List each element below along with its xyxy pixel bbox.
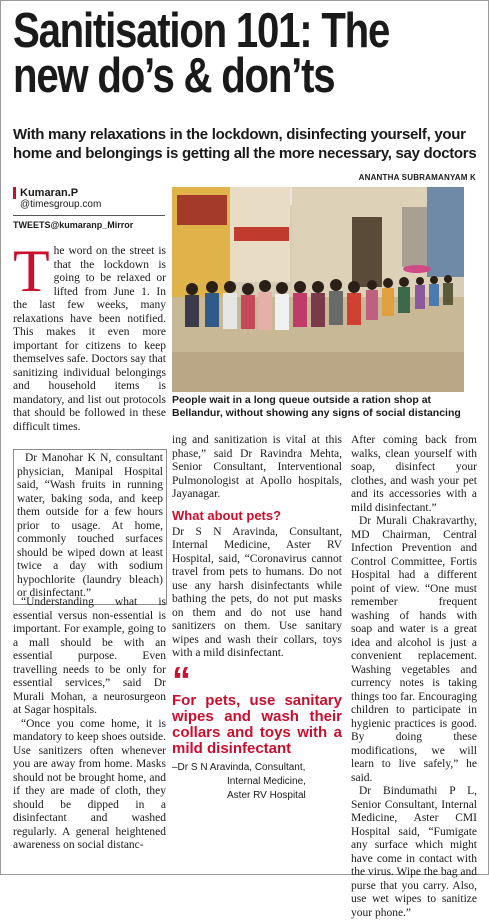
photo-caption: People wait in a long queue outside a ration shop at Bellandur, without showing any signs of social distancing	[172, 394, 461, 419]
attribution-line-1: –Dr S N Aravinda, Consultant,	[172, 761, 306, 773]
byline-name: Kumaran.P	[13, 187, 165, 199]
lead-paragraph	[13, 238, 166, 434]
paragraph-shoes-outside: “Once you come home, it is mandatory to keep shoes outside. Use sanitizers often whenever you are away from home. Masks should not be brought home, and if they are made of cloth, they should be dipped in a disinfectant and washed regularly. A general heightened awareness on social distanc-	[13, 717, 166, 851]
lead-text: he word on the street is that the lockdown is going to be relaxed or lifted from June 1. In the last few weeks, many relaxations have been notified. This makes it even more important for citizens to keep themselves safe. Doctors say that sanitizing individual belongings and household items is mandatory, and list out protocols that should be followed in these difficult times.	[13, 245, 166, 433]
attribution-line-2: Internal Medicine,	[227, 775, 306, 787]
byline-divider	[13, 215, 165, 216]
column-3	[351, 434, 477, 920]
attribution-line-3: Aster RV Hospital	[227, 789, 306, 801]
paragraph-ravindra-mehta: ing and sanitization is vital at this phase,” said Dr Ravindra Mehta, Senior Consultant, Interventional Pulmonologist at Apollo hospitals, Jayanagar.	[172, 434, 342, 500]
pull-quote-attribution	[172, 761, 342, 803]
subhead-pets: What about pets?	[172, 507, 282, 523]
photo-credit: ANANTHA SUBRAMANYAM K	[358, 173, 476, 182]
quote-mark-icon: “	[172, 659, 191, 702]
headline	[13, 4, 398, 103]
byline-email: @timesgroup.com	[20, 199, 102, 210]
headline-line-1: Sanitisation 101: The	[13, 4, 390, 58]
byline-twitter: TWEETS@kumaranp_Mirror	[13, 220, 134, 230]
paragraph-murali-chakravarthy: Dr Murali Chakravarthy, MD Chairman, Central Infection Prevention and Control Committee, Fortis Hospital had a different point of view. “One must remember frequent washing of hands with soap and water is a great idea and alcohol is just a convenient replacement. Washing vegetables and currency notes is taking things too far. Encouraging children to participate in hygienic practices is good. By doing these modifications, we will learn to live safely,” he said.	[351, 515, 477, 784]
queue-photo-illustration	[172, 187, 464, 392]
byline	[13, 187, 165, 231]
drop-cap: T	[13, 238, 50, 304]
pull-quote: For pets, use sanitary wipes and wash their collars and toys with a mild disinfectant	[172, 691, 342, 757]
deck-subheadline: With many relaxations in the lockdown, disinfecting yourself, your home and belongings is getting all the more necessary, say doctors	[13, 126, 477, 162]
column-1-body	[13, 596, 166, 853]
headline-line-2: new do’s & don’ts	[13, 49, 335, 103]
paragraph-aravinda: Dr S N Aravinda, Consultant, Internal Medicine, Aster RV Hospital, said, “Coronavirus cannot travel from pets to humans. Do not use any harsh disinfectants while bathing the pets, do not put masks on them and do not use hand sanitizers on them. Use sanitary wipes and wash their collars, toys with a mild disinfectant.	[172, 525, 342, 659]
paragraph-bindumathi: Dr Bindumathi P L, Senior Consultant, Internal Medicine, Aster CMI Hospital said, “Fumigate any surface which might have come in contact with the virus. Wipe the bag and purse that you carry. Also, use wet wipes to sanitize your phone.”	[351, 785, 477, 919]
queue-photo	[172, 187, 464, 392]
boxed-quote-manohar: Dr Manohar K N, consultant physician, Manipal Hospital said, “Wash fruits in running water, baking soda, and keep them outside for a few hours prior to usage. At home, commonly touched surfaces should be wiped down at least twice a day with sodium hypochlorite (laundry bleach) or disinfectant.”	[13, 449, 167, 605]
paragraph-after-walks: After coming back from walks, clean yourself with soap, disinfect your clothes, and wash your pet and its accessories with a mild disinfectant.”	[351, 434, 477, 514]
paragraph-murali-mohan: “Understanding what is essential versus non-essential is important. For example, going to a mall should be with an essential purpose. Even travelling needs to be only for essential services,” said Dr Murali Mohan, a neurosurgeon at Sagar hospitals.	[13, 596, 166, 716]
column-2	[172, 434, 342, 803]
